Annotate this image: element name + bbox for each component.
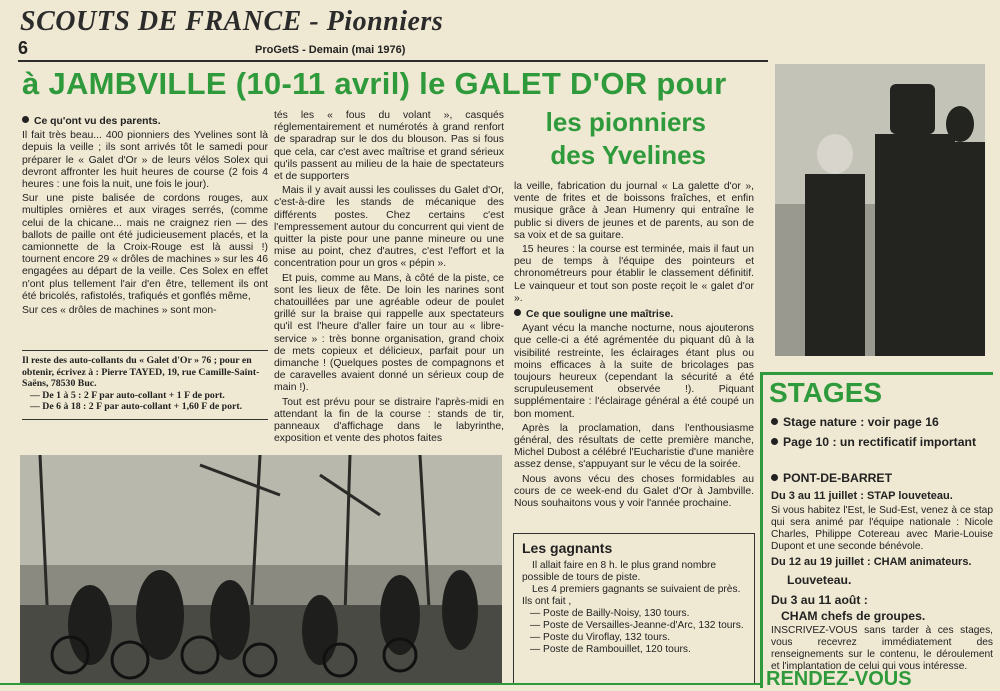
column2-paragraph: tés les « fous du volant », casqués réglementairement et numérotés à grand renfort de sparadrap sur le dos du blouson. Pas si fous que cela, car c'est avec maîtrise et grand sérieux qu'ils passent au milieu de la haie de spectateurs et de supporters xyxy=(274,110,504,183)
headline-continued xyxy=(530,106,706,172)
winners-intro: Il allait faire en 8 h. le plus grand nombre possible de tours de piste. xyxy=(522,560,717,583)
stages-item: Page 10 : un rectificatif important xyxy=(771,435,993,449)
stages-text: Si vous habitez l'Est, le Sud-Est, venez à ce stap qui sera animé par l'équipe nationale : Nicole Charles, Philippe Cotereau avec Marie-Louise Dupont et une seconde bénévole. xyxy=(771,505,993,552)
masthead-title: SCOUTS DE FRANCE - Pionniers xyxy=(20,6,444,37)
sticker-notice-text: Il reste des auto-collants du « Galet d'Or » 76 ; pour en obtenir, écrivez à : Pierre TAYED, 19, rue Camille-Saint-Saëns, 78530 Buc. xyxy=(22,355,260,389)
column3-paragraph: 15 heures : la course est terminée, mais il faut un peu de temps à l'équipe des pointeurs et chronométreurs pour établir le classement définitif. Le vainqueur et tout son poste reçoit le « galet d'or ». xyxy=(514,244,754,304)
stages-text: INSCRIVEZ-VOUS sans tarder à ces stages, vous recevrez immédiatement des renseignements sur le contenu, le déroulement et l'implantation de celui qui vous intéresse. xyxy=(771,625,993,672)
column3-subhead: Ce que souligne une maîtrise. xyxy=(514,309,754,321)
column2-paragraph: Tout est prévu pour se distraire l'après-midi en attendant la fin de la course : stands de tir, panneaux d'affichage dans le labyrinthe, exposition et vente des photos faites xyxy=(274,396,504,445)
header-rule xyxy=(18,60,768,62)
column3-paragraph: la veille, fabrication du journal « La galette d'or », vente de frites et de boissons fraîches, et enfin musique grâce à Jean Humenry qui entraîne le public si divers de jeunes et de parents, au son de sa voix et de sa guitare. xyxy=(514,181,754,241)
bullet-icon xyxy=(514,309,521,316)
winners-box xyxy=(513,533,755,685)
winner-row: — Poste du Viroflay, 132 tours. xyxy=(530,632,671,643)
column1-paragraph: Sur ces « drôles de machines » sont mon- xyxy=(22,305,217,317)
pilots-photo-image xyxy=(775,64,985,356)
race-photo-image xyxy=(20,455,502,683)
column3-paragraph: Ayant vécu la manche nocturne, nous ajouterons que celle-ci a été agrémentée du piquant dû à la visibilité restreinte, les éclairages étant plus ou moins efficaces à la suite de bricolages pas toujours heureux (cependant la sécurité a été scrupuleusement observée !). Piquant supplémentaire : l'éclairage général a été coupé un bon moment. xyxy=(514,323,754,420)
headline-line3: des Yvelines xyxy=(550,140,706,170)
stages-date: Du 12 au 19 juillet : CHAM animateurs. xyxy=(771,556,972,568)
rendez-vous-heading: RENDEZ-VOUS xyxy=(766,668,912,690)
column2-paragraph: Et puis, comme au Mans, à côté de la piste, ce sont les lieux de fête. De loin les narines sont chatouillées par une agréable odeur de poulet grillé sur la braise qui rappelle aux spectateurs qu'il est l'heure d'aller faire un tour au « libre-service » : très bonne organisation, grand choix de mets copieux et délicieux, parfait pour un dimanche ! (Quelques postes de compagnons et de caravelles avaient donné un sérieux coup de main !). xyxy=(274,272,504,394)
winner-row: — Poste de Bailly-Noisy, 130 tours. xyxy=(530,608,690,619)
stages-sidebar xyxy=(760,372,993,688)
column1-paragraph: Il fait très beau... 400 pionniers des Yvelines sont là depuis la veille ; ils sont arrivés tôt le samedi pour préparer le « Galet d'Or » de leurs vélos Solex qui devront affronter les huit heures de course (2 fois 4 heures : une fois la nuit, une fois le jour). xyxy=(22,130,268,191)
winner-row: — Poste de Rambouillet, 120 tours. xyxy=(530,644,691,655)
bullet-icon xyxy=(771,418,778,425)
pilots-photo xyxy=(775,64,985,356)
article-column-1 xyxy=(22,116,268,319)
winners-text xyxy=(522,560,746,656)
column2-paragraph: Mais il y avait aussi les coulisses du Galet d'Or, c'est-à-dire les stands de mécanique des différents postes. Chez certains c'est l'empressement autour du concurrent qui vient de quitter la piste pour une panne mineure ou une mise au point, chez d'autres, c'est l'effort et la concentration pour un gros « pépin ». xyxy=(274,185,504,270)
article-column-2 xyxy=(274,110,504,447)
bullet-icon xyxy=(22,116,29,123)
column1-paragraph: Sur une piste balisée de cordons rouges, aux multiples ornières et aux virages serrés, (comme celui de la chicane... mais ne craignez rien — des ballots de paille ont été judicieusement placés, et la camionnette de la Croix-Rouge est là aussi !) tournent encore 29 « drôles de machines » sur les 46 engagées au départ de la veille. Ces Solex en effet n'ont plus tellement l'air d'en être, tellement ils ont été bricolés, rafistolés, trafiqués et gonflés même, xyxy=(22,193,268,302)
article-column-3 xyxy=(514,181,754,512)
issue-line: ProGetS - Demain (mai 1976) xyxy=(255,44,406,56)
stages-date-sub: Louveteau. xyxy=(787,573,852,587)
bullet-icon xyxy=(771,474,778,481)
stages-title: STAGES xyxy=(769,377,883,408)
winner-row: — Poste de Versailles-Jeanne-d'Arc, 132 tours. xyxy=(530,620,744,631)
bullet-icon xyxy=(771,438,778,445)
headline-line1: à JAMBVILLE (10-11 avril) le GALET D'OR pour xyxy=(22,66,727,101)
sticker-price-1: — De 1 à 5 : 2 F par auto-collant + 1 F de port. xyxy=(30,389,225,401)
winners-intro-2: Les 4 premiers gagnants se suivaient de près. Ils ont fait , xyxy=(522,584,741,607)
sticker-price-2: — De 6 à 18 : 2 F par auto-collant + 1,60 F de port. xyxy=(30,401,243,412)
headline-line2: les pionniers xyxy=(545,107,706,137)
page-number: 6 xyxy=(18,38,29,58)
stages-item: PONT-DE-BARRET xyxy=(771,471,993,485)
column1-subhead: Ce qu'ont vu des parents. xyxy=(22,116,268,128)
stages-date-sub: CHAM chefs de groupes. xyxy=(781,609,926,623)
race-photo xyxy=(20,455,502,683)
sticker-notice xyxy=(22,350,268,420)
column3-paragraph: Nous avons vécu des choses formidables au cours de ce week-end du Galet d'Or à Jambville. Nous souhaitons vous y voir l'année prochaine. xyxy=(514,473,754,510)
stages-date: Du 3 au 11 juillet : STAP louveteau. xyxy=(771,490,953,502)
winners-title: Les gagnants xyxy=(522,540,613,556)
column3-paragraph: Après la proclamation, dans l'enthousiasme général, des résultats de cette première manche, Michel Dubost a célébré l'Eucharistie d'une manière assez dense, s'appuyant sur le vécu de la soirée. xyxy=(514,422,754,471)
stages-date: Du 3 au 11 août : xyxy=(771,593,868,607)
stages-item: Stage nature : voir page 16 xyxy=(771,415,993,429)
